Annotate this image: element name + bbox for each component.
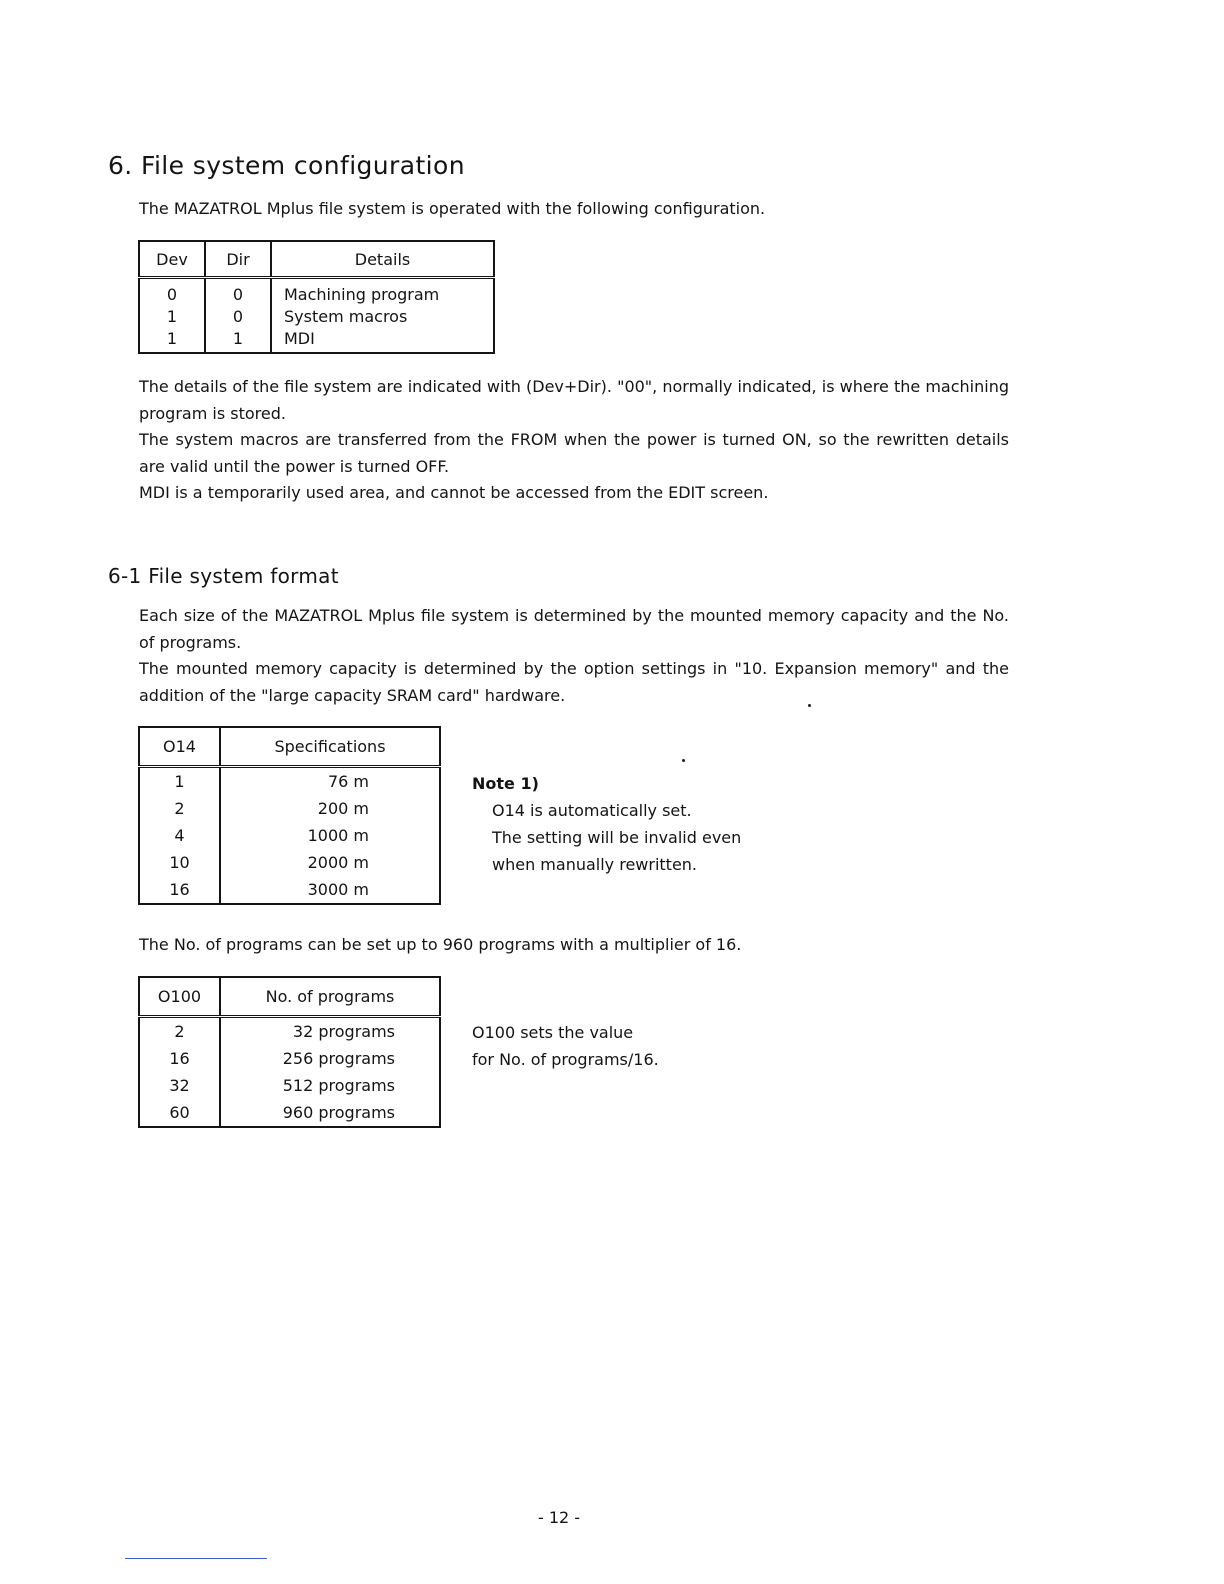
subsection-description [139,603,1009,709]
subsection-title: 6-1 File system format [108,564,339,588]
programs-cell: 16 [169,1049,190,1068]
programs-cell: 32 [169,1076,190,1095]
memory-code-column [139,767,220,905]
section-title: 6. File system configuration [108,151,465,180]
memory-cell: 3000 m [307,880,369,899]
page-number: - 12 - [538,1508,581,1527]
paragraph: The mounted memory capacity is determined by the option settings in "10. Expansion memory" and the addition of the "large capacity SRAM card" hardware. [139,659,1009,705]
config-cell: System macros [284,307,408,326]
programs-cell: 32 programs [292,1022,395,1041]
programs-cell: 256 programs [282,1049,395,1068]
paragraph: The details of the file system are indicated with (Dev+Dir). "00", normally indicated, is where the machining program is stored. [139,377,1009,423]
config-cell: 1 [166,329,178,348]
memory-spec-column [220,767,440,905]
programs-cell: 60 [169,1103,190,1122]
programs-header-code: O100 [139,977,220,1017]
memory-cell: 2 [174,799,185,818]
note-line: O100 sets the value [472,1023,634,1042]
config-details-column [271,278,494,354]
config-cell: 0 [232,285,244,304]
programs-table [138,976,441,1128]
config-table [138,240,495,354]
paragraph: The system macros are transferred from the FROM when the power is turned ON, so the rewritten details are valid until the power is turned OFF. [139,430,1009,476]
section-intro: The MAZATROL Mplus file system is operated with the following configuration. [139,199,766,218]
config-table-body [139,278,494,354]
paragraph: MDI is a temporarily used area, and cannot be accessed from the EDIT screen. [139,483,769,502]
footer-rule [125,1558,267,1559]
config-dev-column [139,278,205,354]
memory-cell: 10 [169,853,190,872]
config-cell: MDI [284,329,315,348]
note-line: for No. of programs/16. [472,1050,659,1069]
note-title: Note 1) [472,774,539,793]
config-cell: 1 [166,307,178,326]
programs-header-count: No. of programs [220,977,440,1017]
programs-cell: 960 programs [282,1103,395,1122]
config-dir-column [205,278,271,354]
programs-cell: 512 programs [282,1076,395,1095]
memory-cell: 1000 m [307,826,369,845]
memory-cell: 2000 m [307,853,369,872]
note-line: The setting will be invalid even [492,828,742,847]
paragraph: Each size of the MAZATROL Mplus file system is determined by the mounted memory capacity and the No. of programs. [139,606,1009,652]
config-header-dev: Dev [139,241,205,278]
memory-cell: 76 m [327,772,369,791]
memory-table [138,726,441,905]
config-cell: 0 [232,307,244,326]
config-description [139,374,1009,507]
programs-count-column [220,1017,440,1128]
programs-intro: The No. of programs can be set up to 960 programs with a multiplier of 16. [139,935,742,954]
config-cell: 1 [232,329,244,348]
memory-cell: 1 [174,772,185,791]
note-line: O14 is automatically set. [492,801,692,820]
programs-code-column [139,1017,220,1128]
memory-cell: 16 [169,880,190,899]
memory-table-body [139,767,440,905]
memory-cell: 200 m [317,799,369,818]
config-header-dir: Dir [205,241,271,278]
programs-table-body [139,1017,440,1128]
programs-cell: 2 [174,1022,185,1041]
memory-header-code: O14 [139,727,220,767]
memory-cell: 4 [174,826,185,845]
memory-header-spec: Specifications [220,727,440,767]
config-cell: Machining program [284,285,440,304]
note-line: when manually rewritten. [492,855,698,874]
config-header-details: Details [271,241,494,278]
programs-note [472,1019,659,1073]
note-1 [472,770,741,878]
scan-speck [682,759,685,762]
scan-speck [808,704,811,707]
config-cell: 0 [166,285,178,304]
